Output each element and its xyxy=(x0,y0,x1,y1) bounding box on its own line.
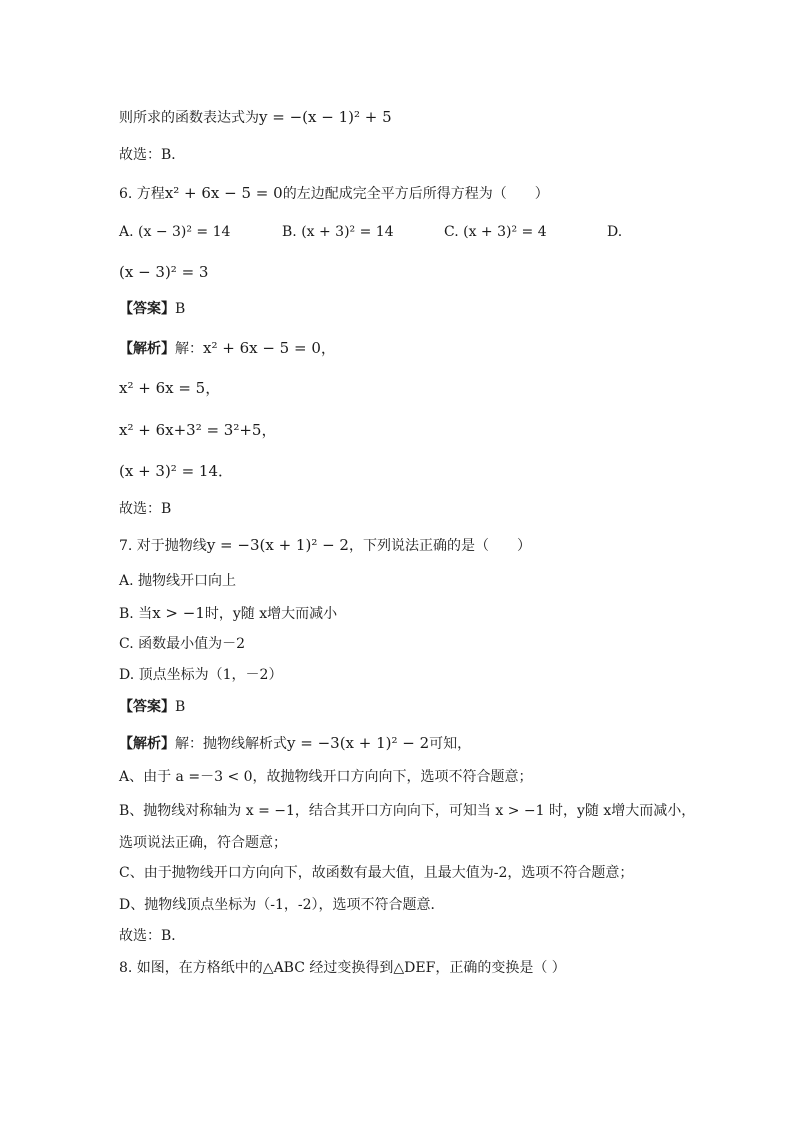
question-8-stem: 8. 如图，在方格纸中的△ABC 经过变换得到△DEF，正确的变换是（ ） xyxy=(119,960,566,976)
solution-step: x² + 6x = 5， xyxy=(119,379,221,397)
question-7-stem: 7. 对于抛物线y = −3(x + 1)² − 2，下列说法正确的是（ ） xyxy=(119,536,531,554)
text-line: 故选：B xyxy=(119,501,172,517)
text-line: 故选：B． xyxy=(119,928,186,944)
question-7-answer: 【答案】B xyxy=(119,699,186,715)
question-6-option-d-math: (x − 3)² = 3 xyxy=(119,263,209,281)
analysis-item: C、由于抛物线开口方向向下，故函数有最大值，且最大值为-2，选项不符合题意； xyxy=(119,865,634,881)
question-6-option-b: B. (x + 3)² = 14 xyxy=(282,224,394,240)
question-7-option-a: A. 抛物线开口向上 xyxy=(119,573,237,589)
question-6-option-d: D. xyxy=(607,224,623,240)
question-7-option-c: C. 函数最小值为－2 xyxy=(119,636,246,652)
text-line: 则所求的函数表达式为y = −(x − 1)² + 5 xyxy=(119,108,392,126)
analysis-item: 选项说法正确，符合题意； xyxy=(119,835,287,851)
text-line: 故选：B． xyxy=(119,147,186,163)
question-6-option-c: C. (x + 3)² = 4 xyxy=(444,224,547,240)
question-7-option-b: B. 当x > −1时，y随 x增大而减小 xyxy=(119,604,338,622)
analysis-item: D、抛物线顶点坐标为（-1，-2），选项不符合题意． xyxy=(119,897,445,913)
question-6-analysis: 【解析】解：x² + 6x − 5 = 0， xyxy=(119,339,336,357)
solution-step: x² + 6x+3² = 3²+5， xyxy=(119,421,277,439)
analysis-item: A、由于 a =－3 < 0，故抛物线开口方向向下，选项不符合题意； xyxy=(119,769,533,785)
question-7-option-d: D. 顶点坐标为（1，－2） xyxy=(119,667,283,683)
question-6-answer: 【答案】B xyxy=(119,301,186,317)
solution-step: (x + 3)² = 14． xyxy=(119,462,234,480)
analysis-item: B、抛物线对称轴为 x = −1，结合其开口方向向下，可知当 x > −1 时，y随 x增大而减小， xyxy=(119,803,696,819)
question-6-stem: 6. 方程x² + 6x − 5 = 0的左边配成完全平方后所得方程为（ ） xyxy=(119,184,549,202)
question-7-analysis: 【解析】解：抛物线解析式y = −3(x + 1)² − 2可知， xyxy=(119,734,472,752)
question-6-option-a: A. (x − 3)² = 14 xyxy=(119,224,231,240)
